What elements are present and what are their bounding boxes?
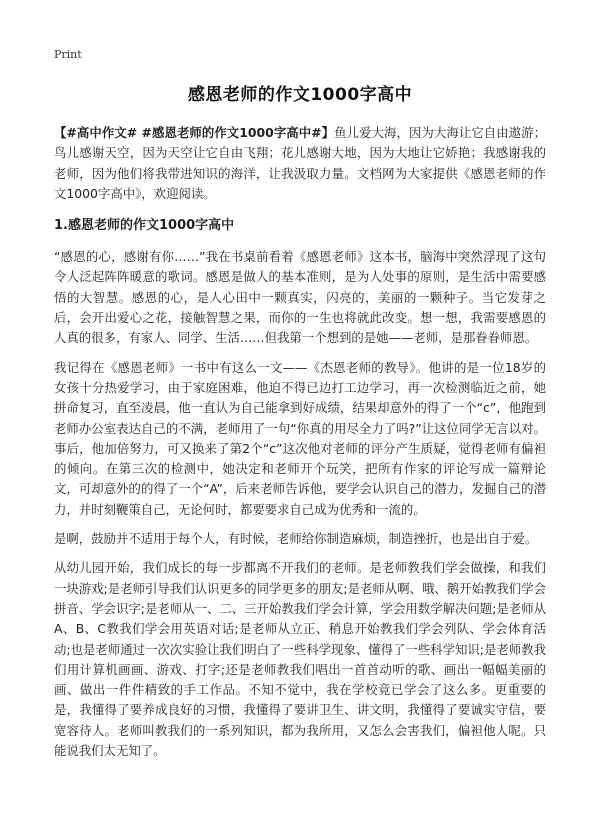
document-title: 感恩老师的作文1000字高中 <box>187 85 413 105</box>
intro-tag: 【#高中作文# #感恩老师的作文1000字高中#】 <box>54 125 335 140</box>
intro-text: 鱼儿爱大海，因为大海让它自由遨游；鸟儿感谢天空，因为天空让它自由飞翔；花儿感谢大地，因为大地让它娇艳；我感谢我的老师，因为他们将我带进知识的海洋，让我汲取力量。文档网为大家提供《感恩老师的作文1000字高中》，欢迎阅读。 <box>54 125 546 201</box>
body-paragraph-3: 是啊，鼓励并不适用于每个人，有时候，老师给你制造麻烦，制造挫折，也是出自于爱。 <box>54 531 538 547</box>
body-paragraph-2: 我记得在《感恩老师》一书中有这么一文——《杰恩老师的教导》。他讲的是一位18岁的女孩十分热爱学习，由于家庭困难，他迫不得已边打工边学习，再一次检测临近之前，她拼命复习，直至凌晨，他一直认为自己能拿到好成绩，结果却意外的得了一个“c”，他跑到老师办公室表达自己的不满，老师用了一句“你真的用尽全力了吗?”让这位同学无言以对。事后，他加倍努力，可又换来了第2个“c”这次他对老师的评分产生质疑，觉得老师有偏袒的倾向。在第三次的检测中，她决定和老师开个玩笑，把所有作家的评论写成一篇辩论文，可却意外的的得了一个“A”，后来老师告诉他，要学会认识自己的潜力，发掘自己的潜力，并时刻鞭策自己，无论何时，都要要求自己成为优秀和一流的。 <box>54 359 546 517</box>
body-paragraph-1: “感恩的心，感谢有你……”我在书桌前看着《感恩老师》这本书，脑海中突然浮现了这句令人泛起阵阵暖意的歌词。感恩是做人的基本准则，是为人处事的原则，是生活中需要感悟的大智慧。感恩的心，是人心田中一颗真实，闪亮的，美丽的一颗种子。当它发芽之后，会开出爱心之花，接触智慧之果，而你的一生也将就此改变。想一想，我需要感恩的人真的很多，有家人、同学、生活……但我第一个想到的是她——老师，是那眷眷师恩。 <box>54 249 546 346</box>
document-body <box>54 123 546 770</box>
section-heading: 1.感恩老师的作文1000字高中 <box>54 218 235 234</box>
print-label: Print <box>54 48 82 61</box>
intro-paragraph <box>54 123 546 204</box>
body-paragraph-4: 从幼儿园开始，我们成长的每一步都离不开我们的老师。是老师教我们学会做操，和我们一块游戏;是老师引导我们认识更多的同学更多的朋友;是老师从啊、哦、鹅开始教我们学会拼音、学会识字;是老师从一、二、三开始教我们学会计算，学会用数学解决问题;是老师从A、B、C教我们学会用英语对话;是老师从立正、稍息开始教我们学会列队、学会体育活动;也是老师通过一次次实验让我们明白了一些科学现象、懂得了一些科学知识;是老师教我们用计算机画画、游戏、打字;还是老师教我们唱出一首首动听的歌、画出一幅幅美丽的画、做出一件件精致的手工作品。不知不觉中，我在学校竟已学会了这么多。更重要的是，我懂得了要养成良好的习惯，我懂得了要讲卫生、讲文明，我懂得了要诚实守信，要宽容待人。老师叫教我们的一系列知识，都为我所用，又怎么会害我们，偏袒他人呢。只能说我们太无知了。 <box>54 560 546 759</box>
